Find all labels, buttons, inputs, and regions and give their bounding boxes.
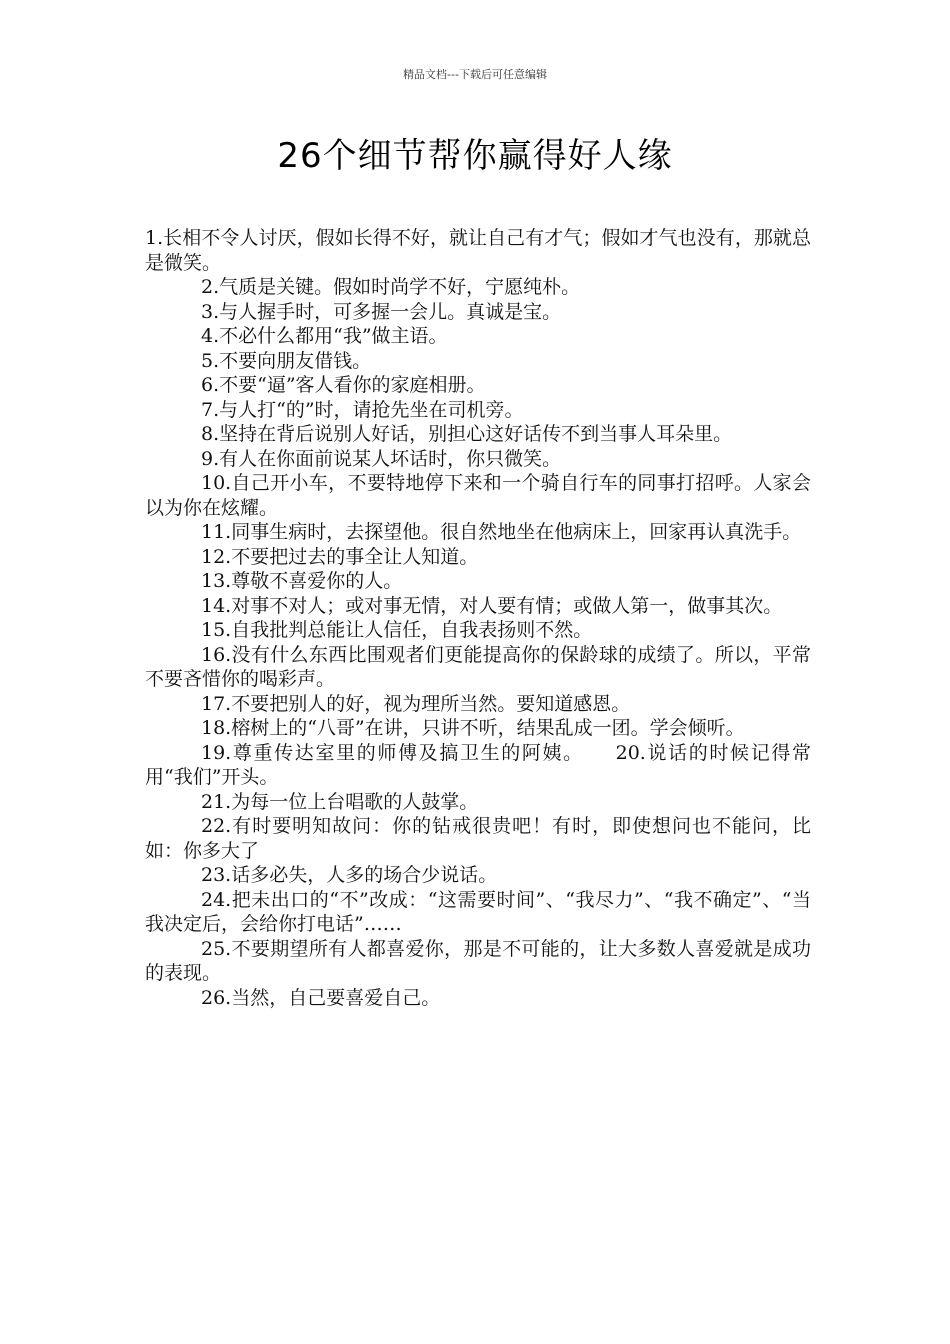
list-item: 16.没有什么东西比围观者们更能提高你的保龄球的成绩了。所以，平常不要吝惜你的喝彩声。 bbox=[145, 643, 811, 690]
list-item: 19.尊重传达室里的师傅及搞卫生的阿姨。 20.说话的时候记得常用“我们”开头。 bbox=[145, 741, 811, 788]
list-item: 26.当然，自己要喜爱自己。 bbox=[201, 986, 441, 1009]
list-item: 24.把未出口的“不”改成：“这需要时间”、“我尽力”、“我不确定”、“当我决定后，会给你打电话”…… bbox=[145, 888, 811, 935]
list-item: 15.自我批判总能让人信任，自我表扬则不然。 bbox=[201, 619, 593, 641]
list-item: 12.不要把过去的事全让人知道。 bbox=[201, 545, 479, 568]
header-note: 精品文档---下载后可任意编辑 bbox=[403, 68, 547, 81]
list-item: 23.话多必失，人多的场合少说话。 bbox=[201, 864, 498, 886]
list-item: 11.同事生病时，去探望他。很自然地坐在他病床上，回家再认真洗手。 bbox=[201, 521, 802, 543]
list-item: 4.不必什么都用“我”做主语。 bbox=[201, 325, 448, 347]
list-item: 10.自己开小车，不要特地停下来和一个骑自行车的同事打招呼。人家会以为你在炫耀。 bbox=[145, 472, 811, 519]
list-item: 8.坚持在背后说别人好话，别担心这好话传不到当事人耳朵里。 bbox=[201, 423, 733, 445]
tips-list bbox=[145, 226, 811, 1010]
list-item: 22.有时要明知故问：你的钻戒很贵吧！有时，即使想问也不能问，比如：你多大了 bbox=[145, 815, 811, 862]
list-item: 25.不要期望所有人都喜爱你，那是不可能的，让大多数人喜爱就是成功的表现。 bbox=[145, 937, 811, 984]
list-item: 6.不要“逼”客人看你的家庭相册。 bbox=[201, 374, 486, 396]
list-item: 18.榕树上的“八哥”在讲，只讲不听，结果乱成一团。学会倾听。 bbox=[201, 717, 745, 739]
list-item: 2.气质是关键。假如时尚学不好，宁愿纯朴。 bbox=[201, 276, 581, 298]
list-item: 17.不要把别人的好，视为理所当然。要知道感恩。 bbox=[201, 692, 631, 715]
document-title: 26个细节帮你赢得好人缘 bbox=[277, 136, 673, 176]
list-item: 13.尊敬不喜爱你的人。 bbox=[201, 570, 403, 592]
list-item: 14.对事不对人；或对事无情，对人要有情；或做人第一，做事其次。 bbox=[201, 594, 783, 617]
list-item: 9.有人在你面前说某人坏话时，你只微笑。 bbox=[201, 447, 562, 470]
list-item: 5.不要向朋友借钱。 bbox=[201, 349, 372, 372]
list-item: 21.为每一位上台唱歌的人鼓掌。 bbox=[201, 790, 479, 813]
list-item: 3.与人握手时，可多握一会儿。真诚是宝。 bbox=[201, 300, 562, 323]
list-item: 1.长相不令人讨厌，假如长得不好，就让自己有才气；假如才气也没有，那就总是微笑。 bbox=[145, 227, 811, 274]
list-item: 7.与人打“的”时，请抢先坐在司机旁。 bbox=[201, 398, 524, 421]
